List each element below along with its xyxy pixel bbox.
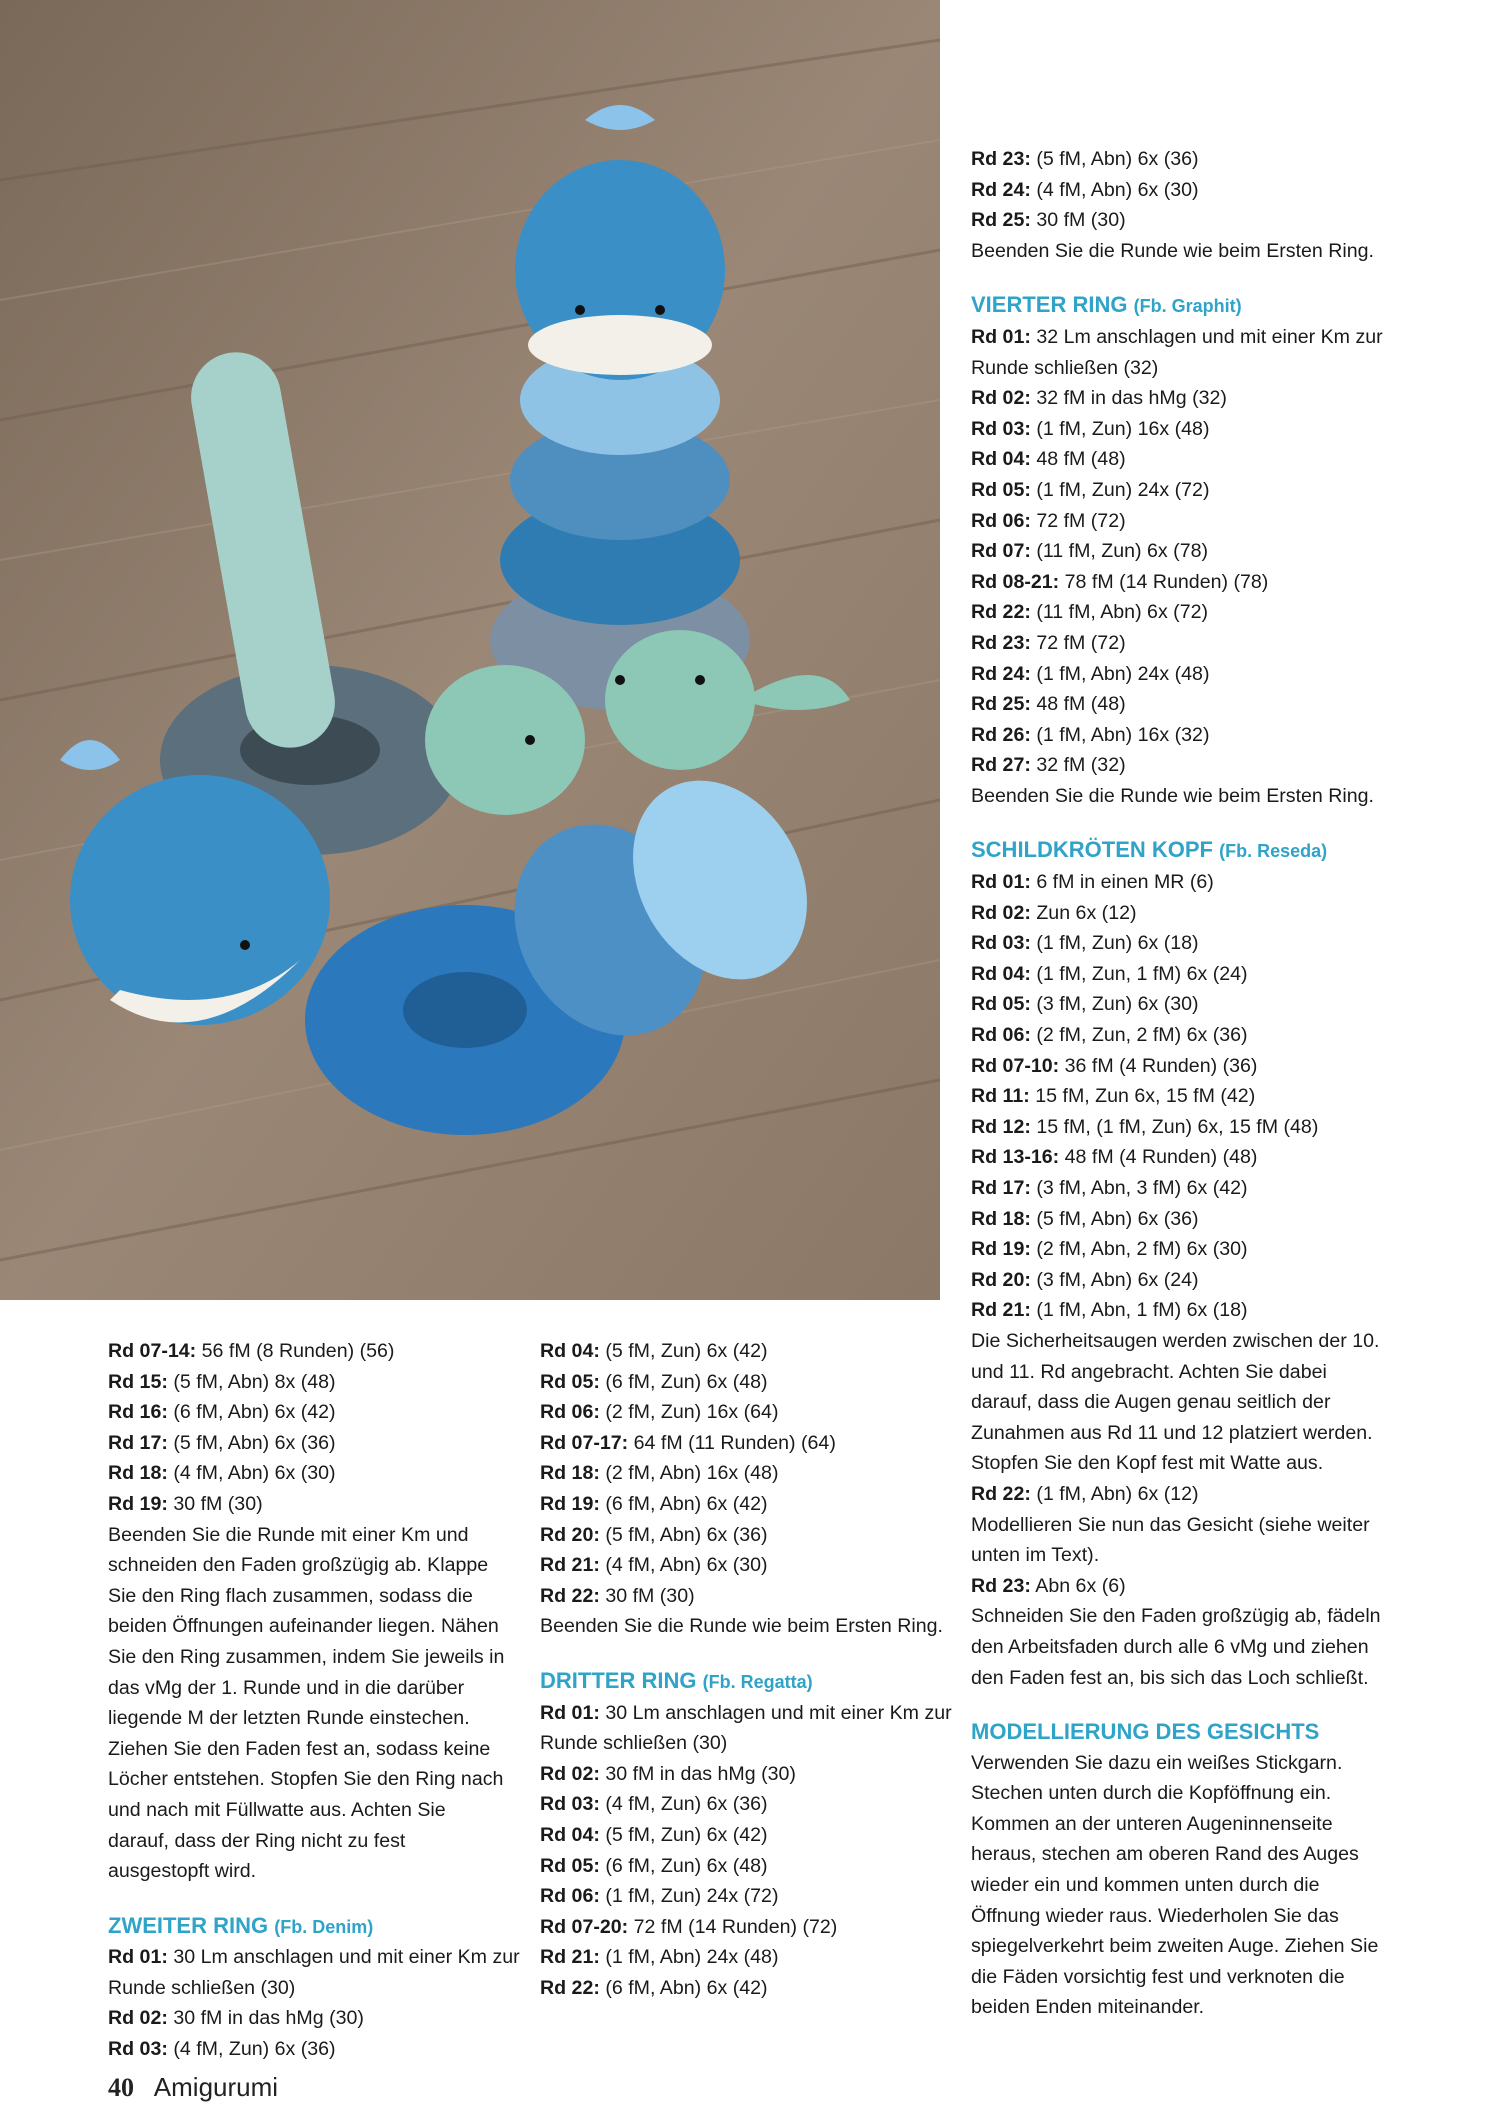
instruction-line: Runde schließen (32) <box>971 356 1159 379</box>
heading-zweiter-ring <box>108 1911 508 1943</box>
crochet-photo <box>0 0 940 1300</box>
instruction-line: Rd 24: (1 fM, Abn) 24x (48) <box>971 662 1210 685</box>
instruction-line: Rd 25: 48 fM (48) <box>971 693 1126 716</box>
page-number: 40 <box>108 2073 134 2102</box>
instruction-line: Rd 02: Zun 6x (12) <box>971 901 1137 924</box>
instruction-line: Rd 02: 30 fM in das hMg (30) <box>540 1762 796 1785</box>
instruction-line: Rd 18: (2 fM, Abn) 16x (48) <box>540 1462 779 1485</box>
instruction-line: Rd 11: 15 fM, Zun 6x, 15 fM (42) <box>971 1085 1256 1108</box>
heading-title: VIERTER RING <box>971 292 1128 318</box>
instruction-line: Rd 01: 30 Lm anschlagen und mit einer Km zur <box>108 1946 520 1969</box>
instruction-line: Rd 15: (5 fM, Abn) 8x (48) <box>108 1370 336 1393</box>
column-2 <box>540 1336 952 2003</box>
instruction-line: Rd 20: (3 fM, Abn) 6x (24) <box>971 1268 1199 1291</box>
instruction-line: Rd 07-20: 72 fM (14 Runden) (72) <box>540 1915 838 1938</box>
instruction-line: Rd 06: (2 fM, Zun) 16x (64) <box>540 1401 779 1424</box>
heading-title: DRITTER RING <box>540 1667 697 1693</box>
instruction-line: Rd 23: 72 fM (72) <box>971 631 1126 654</box>
column-1 <box>108 1336 520 2065</box>
instruction-line: Rd 01: 32 Lm anschlagen und mit einer Km zur <box>971 325 1383 348</box>
instruction-line: Rd 01: 6 fM in einen MR (6) <box>971 871 1214 894</box>
instruction-line: Rd 07-17: 64 fM (11 Runden) (64) <box>540 1431 836 1454</box>
col2-lines <box>540 1336 944 1642</box>
instruction-line: Rd 03: (1 fM, Zun) 16x (48) <box>971 417 1210 440</box>
instruction-line: Rd 03: (1 fM, Zun) 6x (18) <box>971 932 1199 955</box>
heading-schildkroeten-kopf <box>971 835 1381 867</box>
instruction-line: Rd 19: (6 fM, Abn) 6x (42) <box>540 1492 768 1515</box>
instruction-line: Beenden Sie die Runde wie beim Ersten Ring. <box>971 239 1375 262</box>
crochet-stacking-toy-illustration <box>0 0 940 1300</box>
col1-paragraph: Beenden Sie die Runde mit einer Km und schneiden den Faden großzügig ab. Klappe Sie den Ring flach zusammen, sodass die beiden Öffnungen aufeinander liegen. Nähen Sie den Ring zusammen, indem Sie jeweils in das vMg der 1. Runde und in die darüber liegende M der letzten Runde einstechen. Ziehen Sie den Faden fest an, sodass keine Löcher entstehen. Stopfen Sie den Ring nach und nach mit Füllwatte aus. Achten Sie darauf, dass der Ring nicht zu fest ausgestopft wird. <box>108 1523 505 1883</box>
instruction-line: Rd 21: (4 fM, Abn) 6x (30) <box>540 1554 768 1577</box>
instruction-line: Rd 06: (1 fM, Zun) 24x (72) <box>540 1885 779 1908</box>
instruction-line: Rd 23: (5 fM, Abn) 6x (36) <box>971 148 1199 170</box>
heading-title: MODELLIERUNG DES GESICHTS <box>971 1719 1320 1745</box>
col1-lines2 <box>108 1942 520 2064</box>
instruction-line: Rd 22: (6 fM, Abn) 6x (42) <box>540 1976 768 1999</box>
instruction-line: Rd 24: (4 fM, Abn) 6x (30) <box>971 178 1199 201</box>
instruction-line: Rd 03: (4 fM, Zun) 6x (36) <box>540 1793 768 1816</box>
instruction-line: Rd 05: (6 fM, Zun) 6x (48) <box>540 1854 768 1877</box>
instruction-line: Rd 03: (4 fM, Zun) 6x (36) <box>108 2038 336 2061</box>
instruction-line: Rd 25: 30 fM (30) <box>971 209 1126 232</box>
instruction-line: Rd 20: (5 fM, Abn) 6x (36) <box>540 1523 768 1546</box>
instruction-line: Rd 21: (1 fM, Abn, 1 fM) 6x (18) <box>971 1299 1248 1322</box>
heading-fb: (Fb. Reseda) <box>1219 841 1328 862</box>
col3-lines3 <box>971 867 1381 1326</box>
instruction-line: Rd 05: (6 fM, Zun) 6x (48) <box>540 1370 768 1393</box>
instruction-line: Rd 07-10: 36 fM (4 Runden) (36) <box>971 1054 1258 1077</box>
instruction-line: Rd 22: 30 fM (30) <box>540 1584 695 1607</box>
heading-vierter-ring <box>971 290 1381 322</box>
instruction-line: Rd 22: (1 fM, Abn) 6x (12) <box>971 1482 1199 1505</box>
instruction-line: Rd 04: 48 fM (48) <box>971 448 1126 471</box>
instruction-line: Rd 02: 30 fM in das hMg (30) <box>108 2007 364 2030</box>
col3-paragraph-1: Die Sicherheitsaugen werden zwischen der 10. und 11. Rd angebracht. Achten Sie dabei darauf, dass die Augen genau seitlich der Zunahmen aus Rd 11 und 12 platziert werden. Stopfen Sie den Kopf fest mit Watte aus. <box>971 1329 1380 1475</box>
instruction-line: Rd 01: 30 Lm anschlagen und mit einer Km zur <box>540 1701 952 1724</box>
instruction-line: Rd 08-21: 78 fM (14 Runden) (78) <box>971 570 1269 593</box>
instruction-line: Rd 04: (5 fM, Zun) 6x (42) <box>540 1340 768 1362</box>
instruction-line: Rd 18: (5 fM, Abn) 6x (36) <box>971 1207 1199 1230</box>
instruction-line: Rd 04: (1 fM, Zun, 1 fM) 6x (24) <box>971 962 1248 985</box>
column-3 <box>971 144 1381 2023</box>
instruction-line: Rd 16: (6 fM, Abn) 6x (42) <box>108 1401 336 1424</box>
instruction-line: Rd 05: (3 fM, Zun) 6x (30) <box>971 993 1199 1016</box>
instruction-line: Rd 21: (1 fM, Abn) 24x (48) <box>540 1946 779 1969</box>
instruction-line: Rd 17: (5 fM, Abn) 6x (36) <box>108 1431 336 1454</box>
heading-fb: (Fb. Denim) <box>274 1916 374 1937</box>
instruction-line: Runde schließen (30) <box>108 1976 296 1999</box>
instruction-line: Runde schließen (30) <box>540 1732 728 1755</box>
col3-paragraph-3: Schneiden Sie den Faden großzügig ab, fädeln den Arbeitsfaden durch alle 6 vMg und ziehen den Faden fest an, bis sich das Loch schließt. <box>971 1605 1381 1689</box>
col3-lines2 <box>971 322 1381 812</box>
instruction-line: Rd 05: (1 fM, Zun) 24x (72) <box>971 478 1210 501</box>
instruction-line: Rd 19: 30 fM (30) <box>108 1492 263 1515</box>
col1-lines <box>108 1336 508 1520</box>
instruction-line: Beenden Sie die Runde wie beim Ersten Ring. <box>540 1615 944 1638</box>
heading-title: SCHILDKRÖTEN KOPF <box>971 837 1213 863</box>
instruction-line: Beenden Sie die Runde wie beim Ersten Ring. <box>971 784 1375 807</box>
heading-modellierung <box>971 1717 1381 1748</box>
instruction-line: Rd 23: Abn 6x (6) <box>971 1574 1126 1597</box>
instruction-line: Rd 06: (2 fM, Zun, 2 fM) 6x (36) <box>971 1024 1248 1047</box>
col3-lines <box>971 144 1381 266</box>
instruction-line: Rd 04: (5 fM, Zun) 6x (42) <box>540 1823 768 1846</box>
heading-fb: (Fb. Graphit) <box>1133 296 1242 317</box>
instruction-line: Rd 07-14: 56 fM (8 Runden) (56) <box>108 1340 395 1362</box>
heading-fb: (Fb. Regatta) <box>702 1671 813 1692</box>
instruction-line: Rd 27: 32 fM (32) <box>971 754 1126 777</box>
heading-title: ZWEITER RING <box>108 1912 269 1938</box>
instruction-line: Rd 13-16: 48 fM (4 Runden) (48) <box>971 1146 1258 1169</box>
instruction-line: Rd 17: (3 fM, Abn, 3 fM) 6x (42) <box>971 1177 1248 1199</box>
instruction-line: Rd 06: 72 fM (72) <box>971 509 1126 532</box>
magazine-title: Amigurumi <box>153 2072 279 2102</box>
col3-paragraph-4: Verwenden Sie dazu ein weißes Stickgarn. Stechen unten durch die Kopföffnung ein. Kommen an der unteren Augeninnenseite heraus, stechen am oberen Rand des Auges wieder ein und kommen unten durch die Öffnung wieder raus. Wiederholen Sie das spiegelverkehrt beim zweiten Auge. Ziehen Sie die Fäden vorsichtig fest und verknoten die beiden Enden miteinander. <box>971 1751 1379 2019</box>
col2-lines2 <box>540 1698 952 2004</box>
instruction-line: Rd 26: (1 fM, Abn) 16x (32) <box>971 723 1210 746</box>
instruction-line: Rd 02: 32 fM in das hMg (32) <box>971 387 1227 410</box>
instruction-line: Rd 22: (11 fM, Abn) 6x (72) <box>971 601 1209 624</box>
heading-dritter-ring <box>540 1666 940 1698</box>
instruction-line: Rd 12: 15 fM, (1 fM, Zun) 6x, 15 fM (48) <box>971 1115 1319 1138</box>
col3-paragraph-2: Modellieren Sie nun das Gesicht (siehe weiter unten im Text). <box>971 1513 1370 1567</box>
page-footer <box>108 2072 278 2103</box>
instruction-line: Rd 18: (4 fM, Abn) 6x (30) <box>108 1462 336 1485</box>
instruction-line: Rd 19: (2 fM, Abn, 2 fM) 6x (30) <box>971 1238 1248 1261</box>
instruction-line: Rd 07: (11 fM, Zun) 6x (78) <box>971 540 1209 563</box>
